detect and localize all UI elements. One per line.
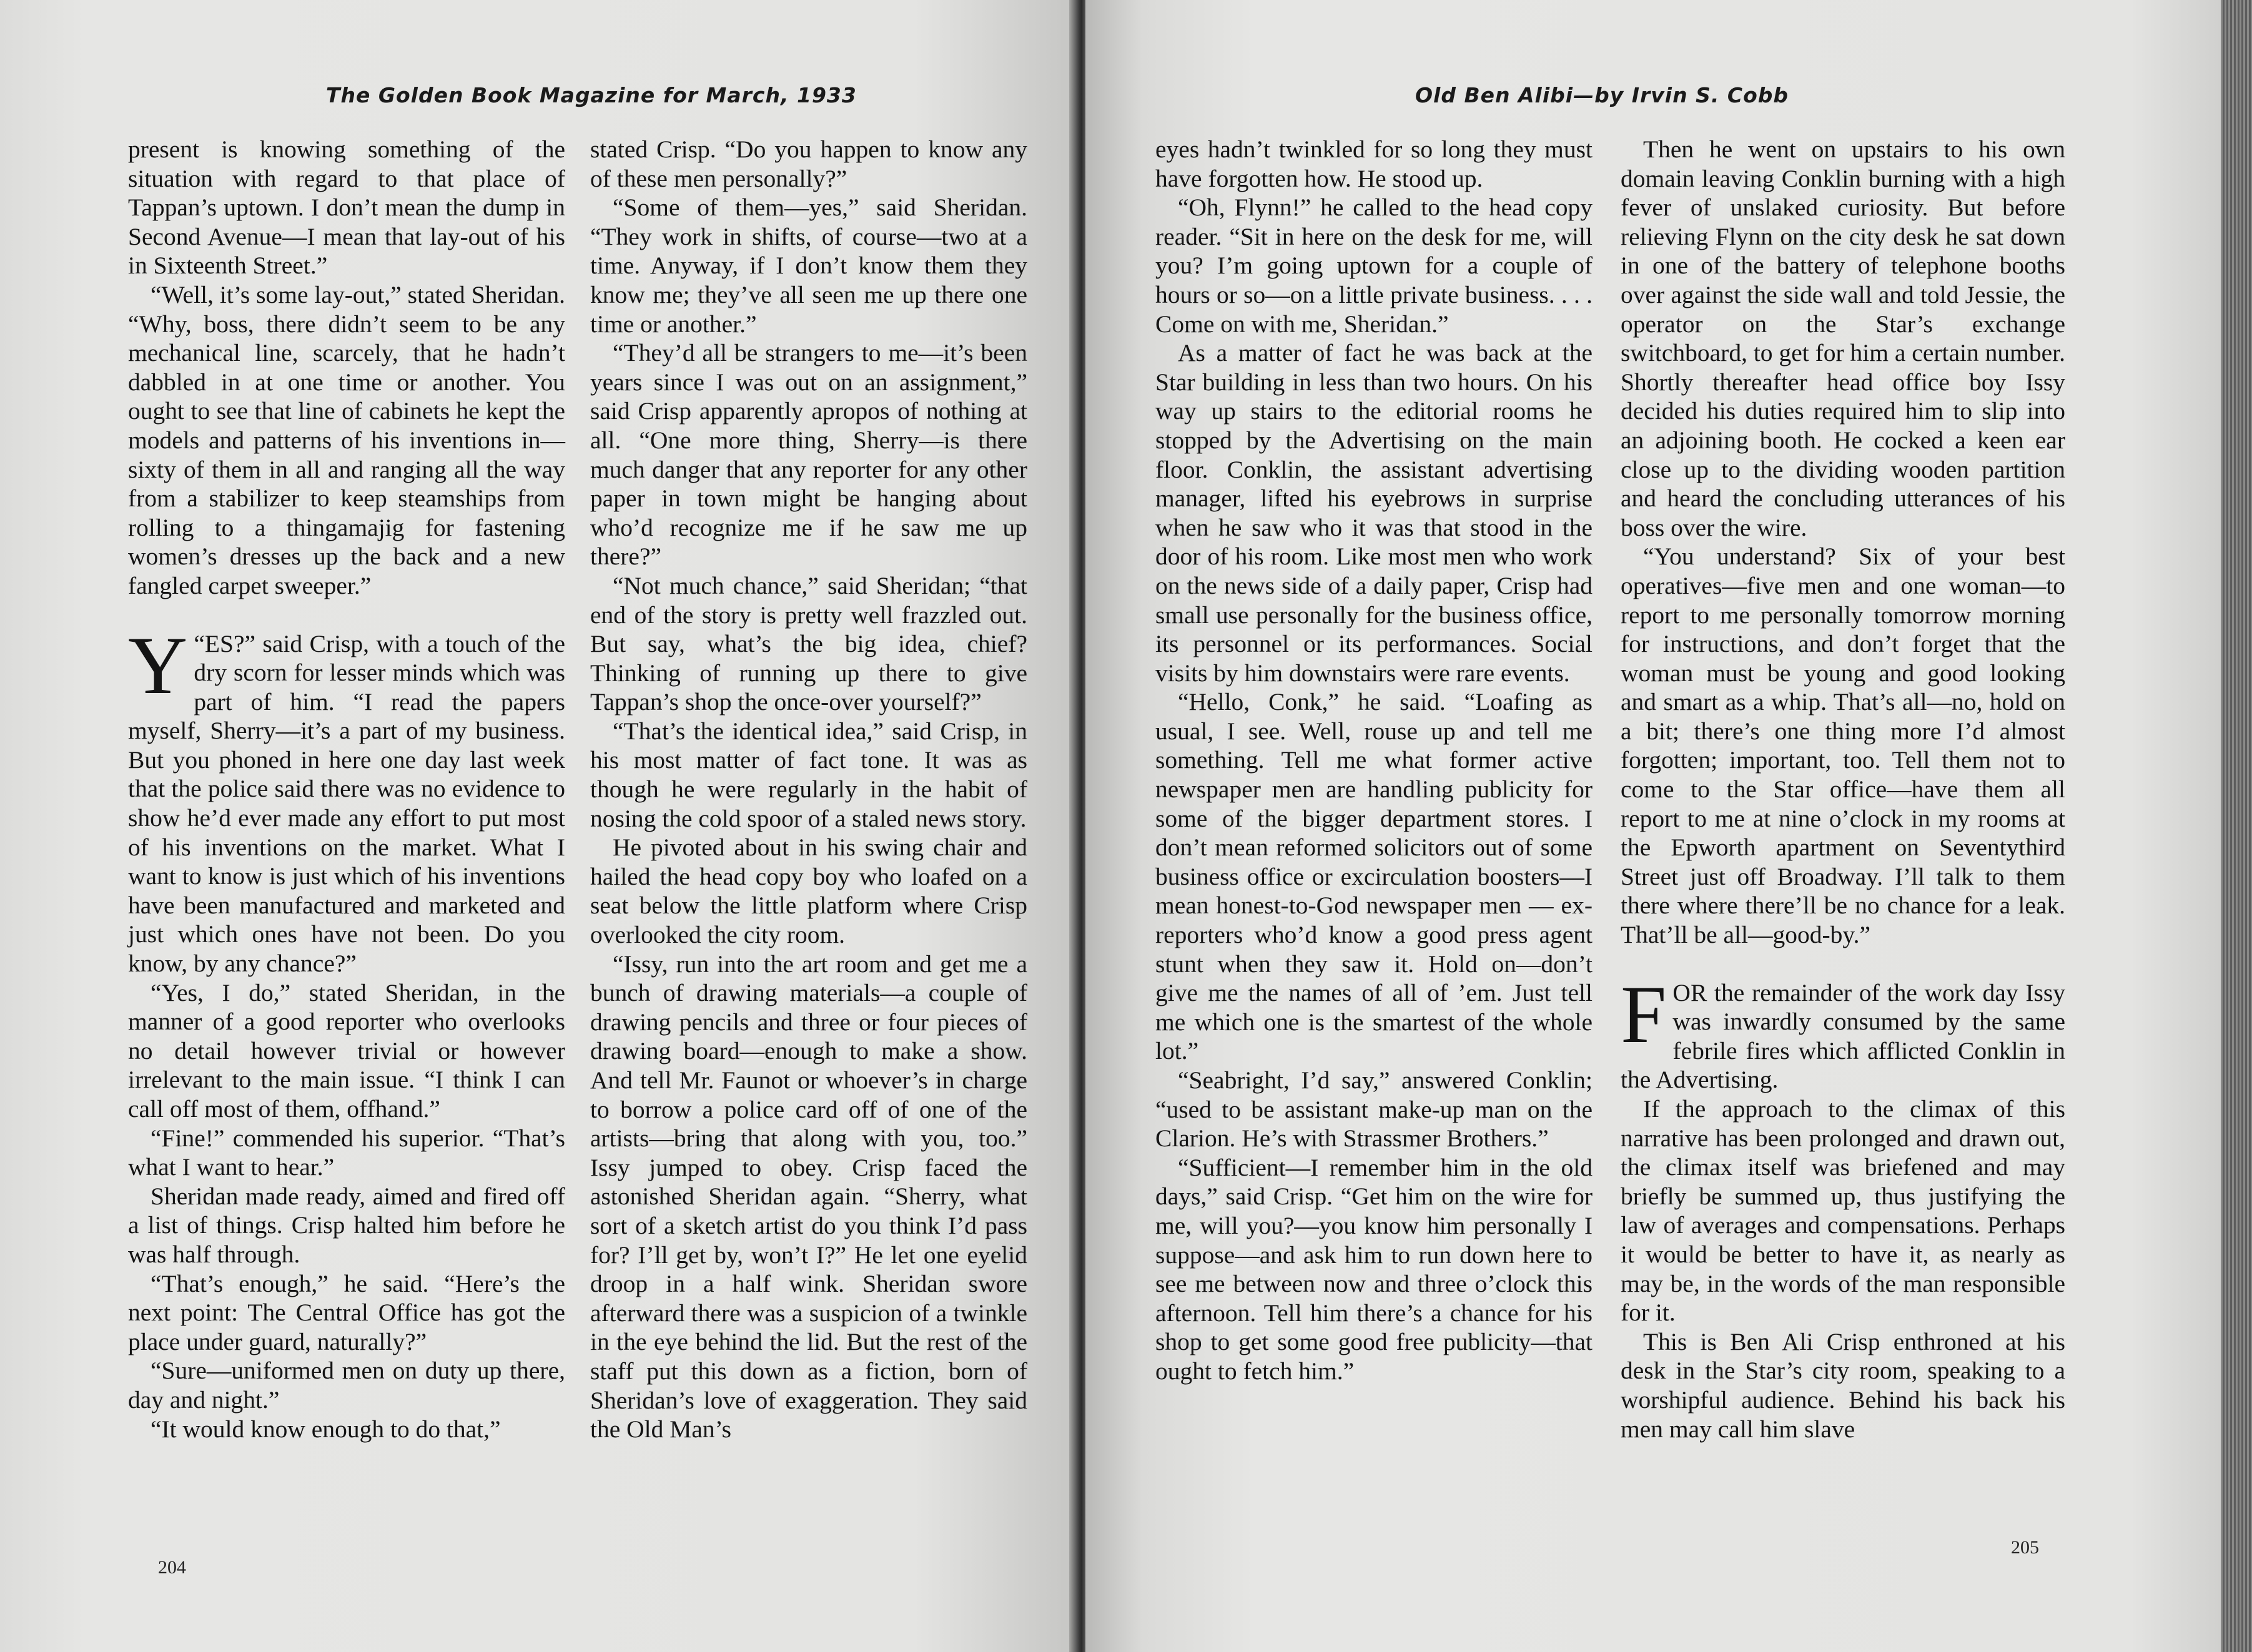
paragraph: “You understand? Six of your best operatives—five men and one woman—to report to me personally tomorrow morning for instructions, and don’t forget that the woman must be young and good looking and smart as a whip. That’s all—no, hold on a bit; there’s one thing more I’d almost forgotten; important, too. Tell them not to come to the Star office—have them all report to me at nine o’clock in my rooms at the Epworth apartment on Seventythird Street just off Broadway. I’ll talk to them there where there’ll be no chance for a leak. That’ll be all—good-by.” — [1621, 543, 2065, 949]
paragraph: “Well, it’s some lay-out,” stated Sheridan. “Why, boss, there didn’t seem to be any mechanical line, scarcely, that he hadn’t dabbled in at one time or another. You ought to see that line of cabinets he kept the models and patterns of his inventions in—sixty of them in all and ranging all the way from a stabilizer to keep steamships from rolling to a thingamajig for fastening women’s dresses up the back and a new fangled carpet sweeper.” — [128, 280, 565, 599]
paragraph: “Issy, run into the art room and get me a bunch of drawing materials—a couple of drawing pencils and three or four pieces of drawing board—enough to make a show. And tell Mr. Faunot or whoever’s in charge to borrow a police card off of one of the artists—bring that along with you, too.” Issy jumped to obey. Crisp faced the astonished Sheridan again. “Sherry, what sort of a sketch artist do you think I’d pass for? I’ll get by, won’t I?” He let one eyelid droop in a half wink. Sheridan swore afterward there was a suspicion of a twinkle in the eye behind the lid. But the rest of the staff put this down as a fiction, born of Sheridan’s love of exaggeration. They said the Old Man’s — [590, 950, 1027, 1443]
dropcap: Y — [128, 619, 188, 711]
right-page — [1085, 0, 2221, 1652]
paragraph: “That’s the identical idea,” said Crisp, in his most matter of fact tone. It was as though he were regularly in the habit of nosing the cold spoor of a staled news story. — [590, 717, 1027, 832]
right-page-number: 205 — [2011, 1537, 2039, 1558]
right-column-2 — [1621, 135, 2065, 1443]
paragraph: “They’d all be strangers to me—it’s been years since I was out on an assignment,” said Crisp apparently apropos of nothing at all. “One more thing, Sherry—is there much danger that any reporter for any other paper in town might be hanging about who’d recognize me if he saw me up there?” — [590, 339, 1027, 571]
paragraph: “It would know enough to do that,” — [151, 1415, 501, 1443]
paragraph-with-dropcap: “ Y ES?” said Crisp, with a touch of the dry scorn for lesser minds which was part of him. “I read the papers myself, Sherry—it’s a part of my business. But you phoned in here one day last week that the police said there was no evidence to show he’d ever made any effort to put most of his inventions on the market. What I want to know is just which of his inventions have been manufactured and marketed and just which ones have not been. Do you know, by any chance?” — [128, 619, 565, 978]
paragraph: “Some of them—yes,” said Sheridan. “They work in shifts, of course—two at a time. Anyway, if I don’t know them they know me; they’ve all seen me up there one time or another.” — [590, 194, 1027, 338]
paragraph: “Fine!” commended his superior. “That’s what I want to hear.” — [128, 1124, 565, 1181]
paragraph: As a matter of fact he was back at the Star building in less than two hours. On his way up stairs to the editorial rooms he stopped by the Advertising on the main floor. Conklin, the assistant advertising manager, lifted his eyebrows in surprise when he saw who it was that stood in the door of his room. Like most men who work on the news side of a daily paper, Crisp had small use personally for the business office, its personnel or its performances. Social visits by him downstairs were rare events. — [1155, 339, 1593, 687]
paragraph: eyes hadn’t twinkled for so long they must have forgotten how. He stood up. — [1155, 135, 1593, 192]
left-running-header: The Golden Book Magazine for March, 1933 — [326, 83, 857, 107]
left-column-1 — [128, 135, 565, 1443]
open-quote: “ — [194, 629, 205, 657]
paragraph: He pivoted about in his swing chair and hailed the head copy boy who loafed on a seat below the little platform where Crisp overlooked the city room. — [590, 833, 1027, 949]
paragraph: “Seabright, I’d say,” answered Conklin; “used to be assistant make-up man on the Clarion. He’s with Strassmer Brothers.” — [1155, 1066, 1593, 1153]
dropcap: F — [1621, 968, 1667, 1060]
right-column-1 — [1155, 135, 1593, 1386]
paragraph: present is knowing something of the situation with regard to that place of Tappan’s uptown. I don’t mean the dump in Second Avenue—I mean that lay-out of his in Sixteenth Street.” — [128, 135, 565, 280]
paragraph: “Hello, Conk,” he said. “Loafing as usual, I see. Well, rouse up and tell me something. Tell me what former active newspaper men are handling publicity for some of the bigger department stores. I don’t mean reformed solicitors out of some business office or excirculation boosters—I mean honest-to-God newspaper men — ex-reporters who’d know a good press agent stunt when they saw it. Hold on—don’t give me the names of all of ’em. Just tell me which one is the smartest of the whole lot.” — [1155, 688, 1593, 1065]
page-edges — [2221, 0, 2252, 1652]
right-running-header: Old Ben Alibi—by Irvin S. Cobb — [1415, 83, 1789, 107]
paragraph: If the approach to the climax of this narrative has been prolonged and drawn out, the climax itself was briefened and may briefly be summed up, thus justifying the law of averages and compensations. Perhaps it would be better to have it, as nearly as may be, in the words of the man responsible for it. — [1621, 1095, 2065, 1327]
paragraph: Sheridan made ready, aimed and fired off a list of things. Crisp halted him before he was half through. — [128, 1182, 565, 1268]
left-page-number: 204 — [158, 1557, 186, 1578]
paragraph-with-dropcap: FOR the remainder of the work day Issy was inwardly consumed by the same febrile fires which afflicted Conklin in the Advertising. — [1621, 968, 2065, 1094]
paragraph: “That’s enough,” he said. “Here’s the next point: The Central Office has got the place under guard, naturally?” — [128, 1269, 565, 1355]
paragraph: Then he went on upstairs to his own domain leaving Conklin burning with a high fever of unslaked curiosity. But before relieving Flynn on the city desk he sat down in one of the battery of telephone booths over against the side wall and told Jessie, the operator on the Star’s exchange switchboard, to get for him a certain number. Shortly thereafter head office boy Issy decided his duties required him to slip into an adjoining booth. He cocked a keen ear close up to the dividing wooden partition and heard the concluding utterances of his boss over the wire. — [1621, 135, 2065, 541]
paragraph: “Yes, I do,” stated Sheridan, in the manner of a good reporter who overlooks no detail however trivial or however irrelevant to the main issue. “I think I can call off most of them, offhand.” — [128, 978, 565, 1123]
paragraph: This is Ben Ali Crisp enthroned at his desk in the Star’s city room, speaking to a worshipful audience. Behind his back his men may call him slave — [1621, 1327, 2065, 1443]
left-column-2 — [590, 135, 1027, 1444]
paragraph: “Not much chance,” said Sheridan; “that end of the story is pretty well frazzled out. But say, what’s the big idea, chief? Thinking of running up there to give Tappan’s shop the once-over yourself?” — [590, 571, 1027, 716]
paragraph: “Oh, Flynn!” he called to the head copy reader. “Sit in here on the desk for me, will you? I’m going uptown for a couple of hours or so—on a little private business. . . . Come on with me, Sheridan.” — [1155, 194, 1593, 338]
paragraph: stated Crisp. “Do you happen to know any of these men personally?” — [590, 135, 1027, 192]
left-page — [0, 0, 1075, 1652]
paragraph: “Sure—uniformed men on duty up there, day and night.” — [128, 1357, 565, 1414]
paragraph: “Sufficient—I remember him in the old days,” said Crisp. “Get him on the wire for me, will you?—you know him personally I suppose—and ask him to run down here to see me between now and three o’clock this afternoon. Tell him there’s a chance for his shop to get some good free publicity—that ought to fetch him.” — [1155, 1153, 1593, 1385]
